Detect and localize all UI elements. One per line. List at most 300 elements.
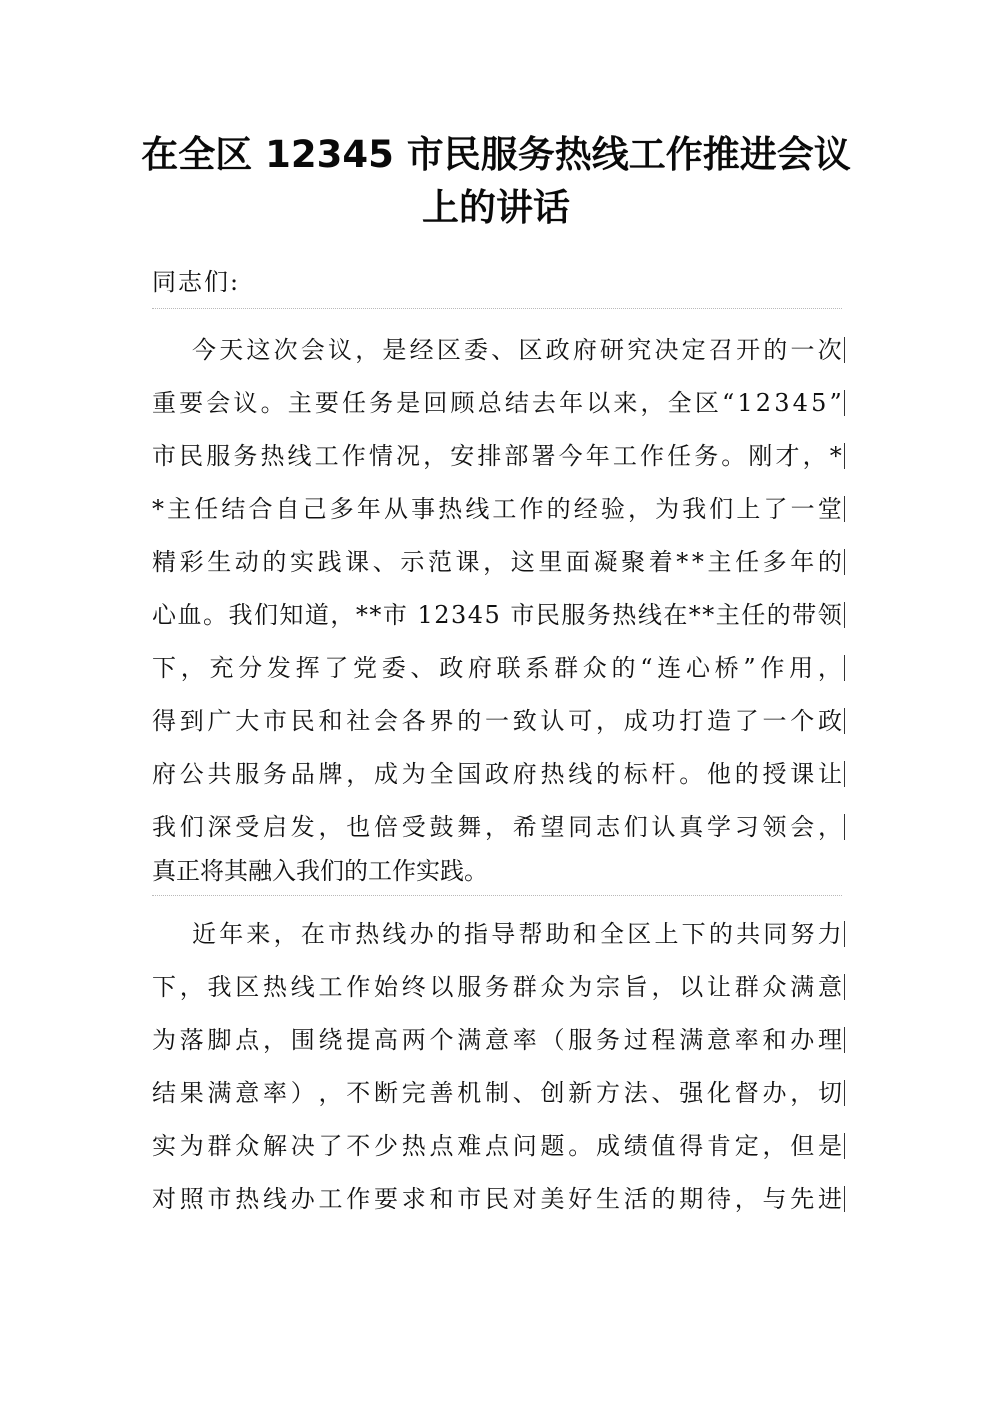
text-char: 果	[179, 1079, 204, 1107]
text-char: 群	[734, 973, 759, 1001]
text-char: 我	[682, 495, 707, 523]
paragraph-2	[152, 896, 842, 1218]
text-char: 深	[207, 813, 232, 841]
text-char: 定	[681, 336, 706, 364]
text-char: 为	[401, 760, 426, 788]
text-char: 热	[235, 1185, 260, 1213]
text-line	[152, 385, 842, 421]
text-char: 意	[818, 973, 842, 1001]
text-char: ”	[743, 654, 756, 682]
text-char: 的	[766, 601, 791, 629]
text-line	[192, 332, 842, 368]
text-char: 1	[737, 389, 753, 417]
text-char: 实	[152, 1132, 176, 1160]
text-char: 范	[427, 548, 452, 576]
text-char: 下	[681, 920, 706, 948]
text-char: 和	[572, 920, 597, 948]
text-char: 了	[318, 1132, 343, 1160]
margin-mark	[844, 708, 845, 734]
text-char: 高	[374, 1026, 398, 1054]
text-char: 程	[651, 1026, 676, 1054]
text-char: 一	[790, 336, 815, 364]
text-char: 我	[152, 813, 176, 841]
text-char: 落	[179, 1026, 204, 1054]
text-char: 区	[694, 389, 719, 417]
text-char: 议	[328, 336, 353, 364]
text-line	[152, 756, 842, 792]
text-char: ，	[483, 548, 508, 576]
text-char: 多	[762, 548, 787, 576]
text-char: 力	[817, 920, 842, 948]
text-char: 率	[512, 1026, 537, 1054]
text-char: 问	[512, 1132, 537, 1160]
text-char: 认	[651, 813, 676, 841]
text-char: 意	[707, 1026, 731, 1054]
text-char: 活	[623, 1185, 648, 1213]
text-char: 意	[235, 1079, 260, 1107]
text-char: 一	[485, 707, 509, 735]
text-char: 作	[639, 442, 664, 470]
text-char: 解	[263, 1132, 287, 1160]
text-char: 去	[531, 389, 556, 417]
text-char: 他	[707, 760, 731, 788]
text-char: 工	[314, 442, 339, 470]
text-char: 事	[411, 495, 436, 523]
text-char: 决	[654, 336, 679, 364]
text-char: 主	[715, 601, 740, 629]
text-char: 、	[491, 336, 516, 364]
text-char: 大	[235, 707, 260, 735]
text-char: 绕	[318, 1026, 343, 1054]
text-char: 今	[558, 442, 583, 470]
text-char: 市	[382, 601, 407, 629]
text-char: 助	[545, 920, 570, 948]
text-char: ，	[330, 601, 355, 629]
text-char: 践	[317, 548, 342, 576]
text-char: 提	[346, 1026, 371, 1054]
text-char: 线	[382, 920, 407, 948]
text-char: 为	[655, 495, 680, 523]
text-char: 为	[568, 973, 593, 1001]
text-line	[152, 809, 842, 845]
text-char: 决	[290, 1132, 315, 1160]
text-char: 验	[600, 495, 625, 523]
text-char: 主	[167, 495, 192, 523]
paragraph-divider	[152, 308, 842, 309]
text-char: 署	[531, 442, 556, 470]
text-char: 线	[290, 973, 315, 1001]
text-char: 办	[762, 1079, 787, 1107]
text-char: 标	[623, 760, 648, 788]
text-char: ，	[180, 654, 205, 682]
text-char: 务	[263, 760, 287, 788]
salutation: 同志们:	[152, 268, 241, 296]
margin-mark	[844, 443, 845, 469]
text-char: 以	[429, 973, 454, 1001]
text-char: 率	[734, 1026, 759, 1054]
text-line	[152, 491, 842, 527]
text-char: 满	[457, 1026, 482, 1054]
text-char: 天	[219, 336, 244, 364]
text-char: 回	[423, 389, 448, 417]
text-char: 动	[234, 548, 259, 576]
text-char: 工	[318, 1185, 343, 1213]
text-char: 、	[372, 548, 397, 576]
text-char: 始	[374, 973, 398, 1001]
text-char: 品	[290, 760, 315, 788]
text-char: 绩	[623, 1132, 648, 1160]
text-char: 。	[260, 389, 285, 417]
text-char: 化	[707, 1079, 731, 1107]
text-char: 委	[381, 654, 406, 682]
text-char: 工	[492, 495, 517, 523]
text-char: 启	[263, 813, 287, 841]
text-char: 办	[409, 920, 434, 948]
text-char: “	[721, 389, 735, 417]
text-char: 政	[485, 760, 509, 788]
text-char: 下	[152, 973, 176, 1001]
text-char: 们	[623, 813, 648, 841]
text-char: 强	[679, 1079, 704, 1107]
text-char: 作	[519, 495, 544, 523]
text-char: 着	[648, 548, 673, 576]
text-char: 办	[790, 1026, 815, 1054]
text-char: 也	[346, 813, 371, 841]
text-line	[152, 1181, 842, 1217]
text-char: 里	[538, 548, 563, 576]
text-char: 务	[485, 973, 509, 1001]
text-char: 希	[512, 813, 537, 841]
text-char: 重	[152, 389, 176, 417]
text-line	[152, 650, 842, 686]
text-char: 挥	[295, 654, 320, 682]
text-char: 联	[496, 654, 521, 682]
text-char: *	[355, 601, 368, 629]
text-char: 领	[762, 813, 787, 841]
text-line	[152, 1075, 842, 1111]
text-line	[152, 438, 842, 474]
margin-mark	[844, 1027, 845, 1053]
text-char: 议	[233, 389, 258, 417]
text-char: 连	[657, 654, 682, 682]
text-char: 社	[346, 707, 371, 735]
text-char: 研	[600, 336, 625, 364]
document-title-line-2: 上的讲话	[422, 186, 570, 229]
text-char: 上	[736, 495, 761, 523]
text-char: ，	[318, 1079, 343, 1107]
text-char: 是	[396, 389, 421, 417]
text-char: 线	[287, 442, 312, 470]
text-char: 工	[318, 973, 343, 1001]
text-char: 务	[586, 601, 611, 629]
text-char: 造	[707, 707, 731, 735]
text-char: 和	[429, 1185, 454, 1213]
text-char: 不	[346, 1079, 371, 1107]
text-char: 服	[457, 973, 482, 1001]
text-char: 的	[611, 654, 636, 682]
text-char: 定	[734, 1132, 759, 1160]
text-char: 市	[328, 920, 353, 948]
text-char: 可	[568, 707, 593, 735]
text-char: 致	[512, 707, 537, 735]
text-char: 公	[179, 760, 204, 788]
text-char: 授	[762, 760, 787, 788]
text-char: 心	[152, 601, 176, 629]
text-char: 题	[540, 1132, 565, 1160]
text-char: 的	[546, 495, 571, 523]
text-char: 全	[429, 760, 454, 788]
text-char: 的	[817, 548, 842, 576]
text-char: ，	[802, 442, 827, 470]
text-char: 民	[179, 442, 204, 470]
text-char: 聚	[621, 548, 646, 576]
text-char: 打	[679, 707, 704, 735]
text-char: 凝	[593, 548, 618, 576]
text-char: 课	[345, 548, 370, 576]
text-char: ，	[355, 336, 380, 364]
text-char: 顾	[450, 389, 475, 417]
text-char: ，	[273, 920, 298, 948]
text-char: 4	[467, 601, 484, 629]
text-char: 这	[246, 336, 271, 364]
text-char: 热	[263, 973, 287, 1001]
text-char: 生	[596, 1185, 620, 1213]
text-char: 群	[512, 973, 537, 1001]
text-char: 刚	[748, 442, 773, 470]
text-char: 难	[457, 1132, 482, 1160]
margin-mark	[844, 974, 845, 1000]
text-char: 务	[369, 389, 394, 417]
text-char: 的	[262, 548, 287, 576]
text-char: 多	[329, 495, 354, 523]
text-char: ，	[485, 813, 509, 841]
text-char: 的	[763, 336, 788, 364]
text-char: 指	[464, 920, 489, 948]
text-char: 用	[789, 654, 814, 682]
text-char: 终	[401, 973, 426, 1001]
text-char: ，	[817, 654, 842, 682]
text-char: 们	[179, 813, 204, 841]
text-char: 课	[455, 548, 480, 576]
text-char: 满	[790, 973, 815, 1001]
text-line: 真正将其融入我们的工作实践。	[152, 857, 488, 885]
text-char: 理	[818, 1026, 842, 1054]
text-char: 与	[762, 1185, 787, 1213]
text-char: 市	[510, 601, 535, 629]
text-char: 政	[818, 707, 842, 735]
text-char: 值	[651, 1132, 676, 1160]
text-char: 广	[207, 707, 232, 735]
text-char: 3	[450, 601, 467, 629]
text-char: 们	[709, 495, 734, 523]
text-char: 桥	[714, 654, 739, 682]
text-char: 受	[235, 813, 260, 841]
text-char: 个	[429, 1026, 454, 1054]
text-char: ，	[640, 389, 665, 417]
text-char: 旨	[623, 973, 648, 1001]
text-char: 线	[263, 1185, 287, 1213]
text-char: 宗	[596, 973, 620, 1001]
text-char: 以	[679, 973, 704, 1001]
text-char: 为	[152, 1026, 176, 1054]
text-char: 主	[707, 548, 732, 576]
margin-mark	[844, 602, 845, 628]
text-char: 部	[504, 442, 529, 470]
text-char: 满	[207, 1079, 232, 1107]
text-char: 、	[410, 654, 435, 682]
margin-mark	[844, 921, 845, 947]
text-char: 到	[179, 707, 204, 735]
text-char: ，	[346, 760, 371, 788]
text-char: 政	[439, 654, 464, 682]
text-char: 彩	[179, 548, 204, 576]
margin-mark	[844, 390, 845, 416]
text-char: 创	[540, 1079, 565, 1107]
text-char: 市	[207, 1185, 232, 1213]
text-char: 帮	[518, 920, 543, 948]
text-char: *	[829, 442, 842, 470]
margin-mark	[844, 814, 845, 840]
text-char: 热	[612, 601, 637, 629]
text-char: 完	[401, 1079, 426, 1107]
text-char: 己	[302, 495, 327, 523]
text-char: *	[702, 601, 715, 629]
text-char: 个	[790, 707, 815, 735]
text-char: 界	[429, 707, 454, 735]
text-char: 3	[774, 389, 790, 417]
text-char: 功	[651, 707, 676, 735]
text-char: 满	[679, 1026, 704, 1054]
text-char: 这	[510, 548, 535, 576]
text-char: 热	[260, 442, 285, 470]
text-char: 的	[734, 760, 759, 788]
text-char: 会	[374, 707, 398, 735]
text-char: 合	[248, 495, 273, 523]
text-char: 服	[568, 1026, 593, 1054]
text-char: 志	[596, 813, 620, 841]
text-char: 群	[554, 654, 579, 682]
margin-mark	[844, 1080, 845, 1106]
text-char: 课	[790, 760, 815, 788]
text-char: 一	[762, 707, 787, 735]
text-char: 究	[627, 336, 652, 364]
text-char: 示	[400, 548, 425, 576]
text-char: 血	[177, 601, 202, 629]
text-char: 开	[736, 336, 761, 364]
text-line	[152, 544, 842, 580]
text-char: 民	[535, 601, 560, 629]
text-char: 了	[324, 654, 349, 682]
text-char: 国	[457, 760, 482, 788]
text-char: 排	[477, 442, 502, 470]
text-char: 任	[735, 548, 760, 576]
text-char: 得	[679, 1132, 704, 1160]
text-char: 要	[374, 1185, 398, 1213]
text-char: 要	[314, 389, 339, 417]
text-char: 充	[209, 654, 234, 682]
text-char: ，	[423, 442, 448, 470]
text-char: 自	[275, 495, 300, 523]
text-char: 作	[346, 973, 371, 1001]
text-char: 。	[202, 601, 227, 629]
text-char: 任	[194, 495, 219, 523]
text-char: 年	[559, 389, 584, 417]
text-char: 少	[374, 1132, 398, 1160]
margin-mark	[844, 496, 845, 522]
text-char: 务	[233, 442, 258, 470]
text-char: 市	[263, 707, 287, 735]
text-char: 市	[457, 1185, 482, 1213]
text-char: 结	[504, 389, 529, 417]
text-char: 年	[585, 442, 610, 470]
text-char: 一	[790, 495, 815, 523]
text-char: ，	[790, 1079, 815, 1107]
text-char: 督	[734, 1079, 759, 1107]
text-char: 任	[341, 389, 366, 417]
text-line	[152, 1128, 842, 1164]
text-char: 在	[300, 920, 325, 948]
text-char: 服	[561, 601, 586, 629]
text-char: 的	[651, 1185, 676, 1213]
text-char: 众	[762, 973, 787, 1001]
text-char: 年	[356, 495, 381, 523]
text-char: 率	[263, 1079, 287, 1107]
text-char: 府	[152, 760, 176, 788]
text-char: 成	[623, 707, 648, 735]
text-char: 政	[545, 336, 570, 364]
text-char: 2	[434, 601, 450, 629]
text-char: 望	[540, 813, 565, 841]
margin-mark	[844, 1133, 845, 1159]
text-char: 发	[290, 813, 315, 841]
text-char: 机	[457, 1079, 482, 1107]
text-char: 、	[512, 1079, 537, 1107]
text-char: 务	[694, 442, 719, 470]
text-char: 的	[457, 707, 482, 735]
text-char: 共	[736, 920, 761, 948]
text-char: 领	[817, 601, 842, 629]
text-char: 召	[708, 336, 733, 364]
text-char: 、	[651, 1079, 676, 1107]
text-char: 点	[485, 1132, 509, 1160]
text-char: 4	[792, 389, 808, 417]
text-char: 分	[238, 654, 263, 682]
text-char: 府	[572, 336, 597, 364]
text-char: 同	[763, 920, 788, 948]
text-char: ，	[318, 813, 343, 841]
text-char: 众	[540, 973, 565, 1001]
text-char: 精	[152, 548, 176, 576]
text-char: 从	[383, 495, 408, 523]
text-char: 真	[679, 813, 704, 841]
text-char: 了	[734, 707, 759, 735]
text-char: 结	[152, 1079, 176, 1107]
text-char: 各	[401, 707, 426, 735]
text-char: 待	[707, 1185, 731, 1213]
text-char: 近	[192, 920, 216, 948]
text-char: 先	[790, 1185, 815, 1213]
text-char: 和	[762, 1026, 787, 1054]
text-char: 经	[409, 336, 434, 364]
text-char: 。	[568, 1132, 593, 1160]
text-char: 区	[436, 336, 461, 364]
text-char: ，	[596, 707, 620, 735]
text-char: 求	[401, 1185, 426, 1213]
margin-mark	[844, 761, 845, 787]
text-char: 5	[484, 601, 500, 629]
text-char: 任	[741, 601, 766, 629]
text-char: 年	[219, 920, 244, 948]
